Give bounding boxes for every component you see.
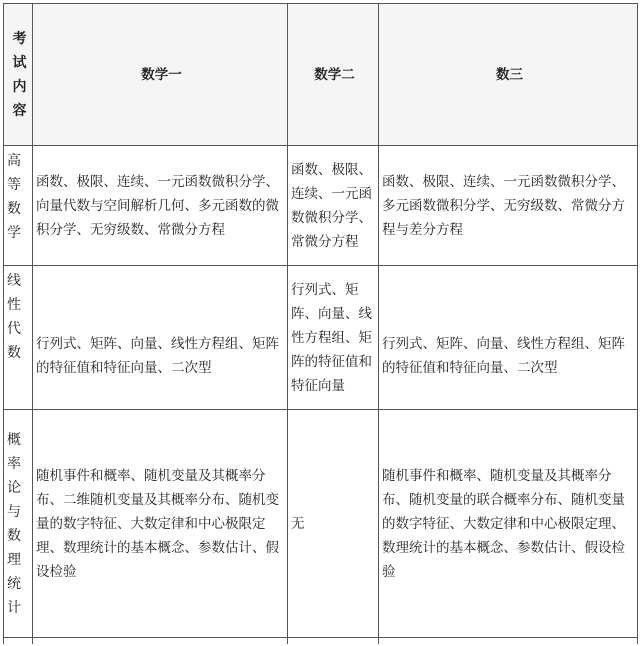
row-header-advanced-math	[4, 146, 33, 266]
tail-cell	[379, 638, 638, 645]
table-row-probability	[4, 410, 638, 638]
column-header-math3: 数三	[379, 4, 638, 146]
cell-linear-algebra-math3: 行列式、矩阵、向量、线性方程组、矩阵的特征值和特征向量、二次型	[379, 266, 638, 410]
column-header-math2: 数学二	[288, 4, 379, 146]
cell-advanced-math-math3: 函数、极限、连续、一元函数微积分学、多元函数微积分学、无穷级数、常微分方程与差分方程	[379, 146, 638, 266]
table-row-advanced-math	[4, 146, 638, 266]
tail-cell	[288, 638, 379, 645]
corner-header	[4, 4, 33, 146]
corner-header-text: 考试内容	[12, 30, 27, 119]
row-header-linear-algebra-text: 线性代数	[7, 273, 21, 361]
tail-cell	[33, 638, 288, 645]
header-row	[4, 4, 638, 146]
tail-cell	[4, 638, 33, 645]
table-row-linear-algebra	[4, 266, 638, 410]
row-header-probability-text: 概率论与数理统计	[7, 431, 21, 616]
table-tail-row	[4, 638, 638, 645]
cell-probability-math1: 随机事件和概率、随机变量及其概率分布、二维随机变量及其概率分布、随机变量的数字特征、大数定律和中心极限定理、数理统计的基本概念、参数估计、假设检验	[33, 410, 288, 638]
cell-advanced-math-math1: 函数、极限、连续、一元函数微积分学、向量代数与空间解析几何、多元函数的微积分学、无穷级数、常微分方程	[33, 146, 288, 266]
row-header-advanced-math-text: 高等数学	[7, 153, 21, 241]
cell-probability-math2: 无	[288, 410, 379, 638]
cell-advanced-math-math2: 函数、极限、连续、一元函数微积分学、常微分方程	[288, 146, 379, 266]
cell-linear-algebra-math1: 行列式、矩阵、向量、线性方程组、矩阵的特征值和特征向量、二次型	[33, 266, 288, 410]
exam-content-table	[3, 3, 638, 644]
row-header-linear-algebra	[4, 266, 33, 410]
column-header-math1: 数学一	[33, 4, 288, 146]
cell-probability-math3: 随机事件和概率、随机变量及其概率分布、随机变量的联合概率分布、随机变量的数字特征、大数定律和中心极限定理、数理统计的基本概念、参数估计、假设检验	[379, 410, 638, 638]
cell-linear-algebra-math2: 行列式、矩阵、向量、线性方程组、矩阵的特征值和特征向量	[288, 266, 379, 410]
row-header-probability	[4, 410, 33, 638]
